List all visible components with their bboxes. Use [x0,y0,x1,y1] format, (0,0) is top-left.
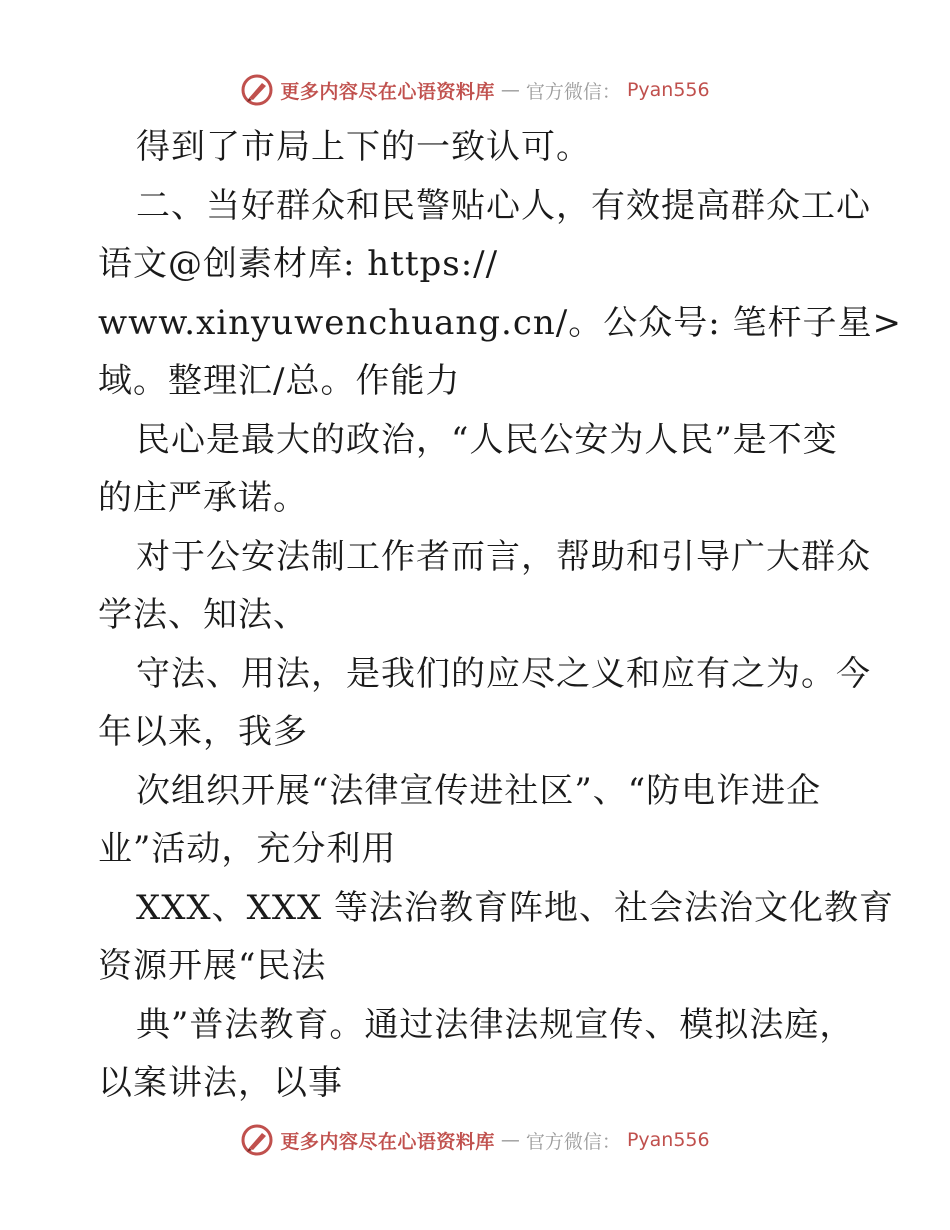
text-line: 域。整理汇/总。作能力 [98,361,461,401]
text-line: 民心是最大的政治，“人民公安为人民”是不变 [136,419,838,460]
header-wechat-label: 官方微信： [525,80,621,103]
text-line: www.xinyuwenchuang.cn/。公众号: 笔杆子星> [98,302,902,343]
header-banner [0,70,950,110]
text-line: 守法、用法，是我们的应尽之义和应有之为。今 [136,653,871,694]
text-line: 年以来，我多 [98,712,308,752]
footer-banner [0,1120,950,1160]
text-line: 典”普法教育。通过法律法规宣传、模拟法庭， [136,1004,855,1045]
text-line: 资源开展“民法 [98,946,327,986]
text-line: 学法、知法、 [98,595,308,635]
text-line: 得到了市局上下的一致认可。 [136,127,591,167]
footer-separator: — [500,1129,520,1151]
section-heading: 二、当好群众和民警贴心人，有效提高群众工心 [136,185,871,226]
text-line: 业”活动，充分利用 [98,829,397,869]
text-line: 以案讲法，以事 [98,1063,343,1103]
header-separator: — [500,79,520,101]
text-line: 的庄严承诺。 [98,478,308,518]
header-slogan: 更多内容尽在心语资料库 [280,80,495,103]
pen-logo-icon [240,1123,274,1157]
footer-account: Pyan556 [626,1129,710,1151]
footer-slogan: 更多内容尽在心语资料库 [280,1130,495,1153]
pen-logo-icon [240,73,274,107]
text-line: 对于公安法制工作者而言，帮助和引导广大群众 [136,536,871,577]
text-line: 语文@创素材库: https:// [98,244,499,284]
header-account: Pyan556 [626,79,710,101]
text-line: XXX、XXX 等法治教育阵地、社会法治文化教育 [136,887,895,928]
document-body [98,118,902,1113]
footer-wechat-label: 官方微信： [525,1130,621,1153]
text-line: 次组织开展“法律宣传进社区”、“防电诈进企 [136,770,822,811]
